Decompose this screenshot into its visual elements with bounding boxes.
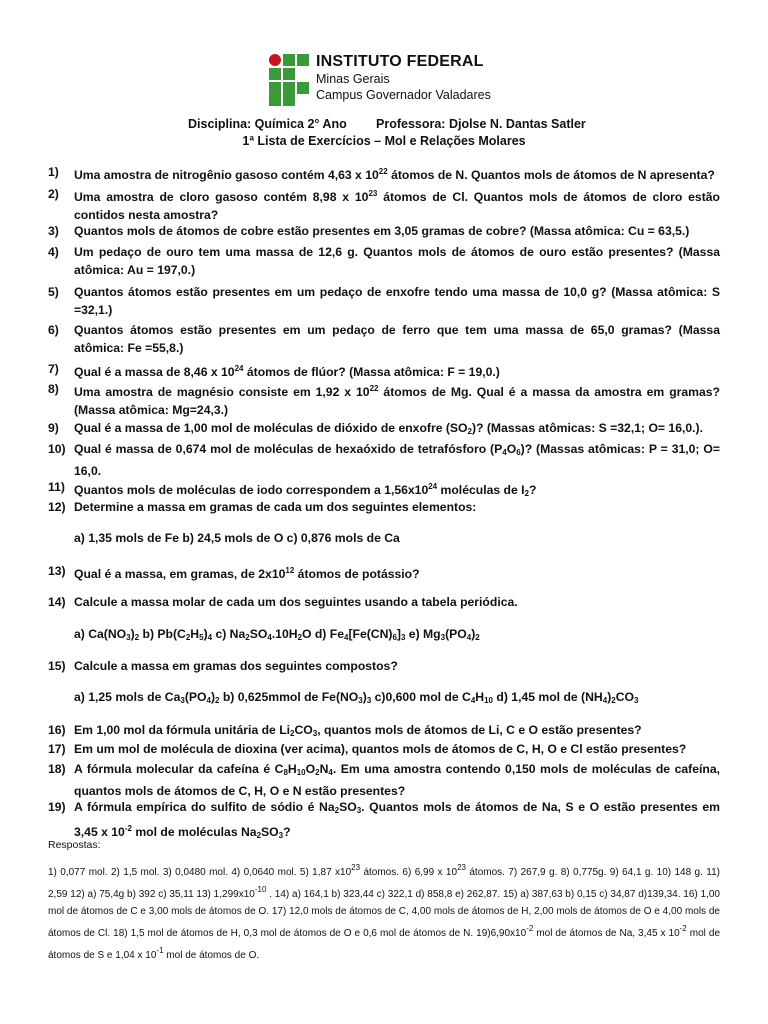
question-8: 8) Uma amostra de magnésio consiste em 1,92 x $10^{22}$ átomos de Mg. Qual é a massa da amostra em gramas? (Massa atômica: Mg=24,3.) (48, 382, 720, 417)
teacher: Professora: Djolse N. Dantas Satler (376, 117, 586, 131)
question-16: 16) Em 1,00 mol da fórmula unitária de $Li_2CO_3$, quantos mols de átomos de Li, C e O estão presentes? (48, 723, 642, 738)
institution-name: INSTITUTO FEDERAL (316, 53, 484, 70)
institution-campus: Campus Governador Valadares (316, 87, 491, 102)
question-12: 12) Determine a massa em gramas de cada um dos seguintes elementos: (48, 500, 477, 514)
institution-header (269, 54, 529, 106)
question-13: 13) Qual é a massa, em gramas, de $2x10^{12}$ átomos de potássio? (48, 564, 420, 581)
question-4: 4) Um pedaço de ouro tem uma massa de 12,6 g. Quantos mols de átomos de ouro estão presentes? (Massa atômica: Au = 197,0.) (48, 245, 720, 277)
question-15: 15) Calcule a massa em gramas dos seguintes compostos? (48, 659, 398, 673)
discipline: Disciplina: Química 2° Ano (188, 117, 347, 131)
question-2: 2) Uma amostra de cloro gasoso contém 8,98 x $10^{23}$ átomos de Cl. Quantos mols de átomos de cloro estão contidos nesta amostra? (48, 187, 720, 222)
question-10: 10) Qual é massa de 0,674 mol de moléculas de hexaóxido de tetrafósforo $(P_4O_6)$? (Massas atômicas: P = 31,0; O= 16,0. (48, 442, 720, 478)
question-14: 14) Calcule a massa molar de cada um dos seguintes usando a tabela periódica. (48, 595, 518, 609)
question-19: 19) A fórmula empírica do sulfito de sódio é $Na_2SO_3$. Quantos mols de átomos de Na, S e O estão presentes em 3,45 x $10^{-2}$ mol de moléculas $Na_2SO_3$? (48, 800, 720, 840)
question-6: 6) Quantos átomos estão presentes em um pedaço de ferro que tem uma massa de 65,0 gramas? (Massa atômica: Fe =55,8.) (48, 323, 720, 355)
question-5: 5) Quantos átomos estão presentes em um pedaço de enxofre tendo uma massa de 10,0 g? (Massa atômica: S =32,1.) (48, 285, 720, 317)
question-1: 1) Uma amostra de nitrogênio gasoso contém 4,63 x $10^{22}$ átomos de N. Quantos mols de átomos de N apresenta? (48, 165, 715, 182)
question-12-options: a) 1,35 mols de Fe b) 24,5 mols de O c) 0,876 mols de Ca (74, 531, 400, 545)
question-14-options: a) $Ca(NO_3)_2$ b) $Pb(C_2H_5)_4$ c) $Na_2SO_4.10H_2O$ d) $Fe_4[Fe(CN)_6]_3$ e) $Mg_3(PO_4)_2$ (74, 627, 480, 642)
list-title: 1ª Lista de Exercícios – Mol e Relações Molares (242, 134, 526, 148)
question-9: 9) Qual é a massa de 1,00 mol de moléculas de dióxido de enxofre $(SO_2)$? (Massas atômicas: S =32,1; O= 16,0.). (48, 421, 703, 436)
question-15-options: a) 1,25 mols de $Ca_3(PO_4)_2$ b) 0,625mmol de $Fe(NO_3)_3$ c)0,600 mol de $C_4H_{10}$ d) 1,45 mol de $(NH_4)_2CO_3$ (74, 690, 639, 705)
question-3: 3) Quantos mols de átomos de cobre estão presentes em 3,05 gramas de cobre? (Massa atômica: Cu = 63,5.) (48, 224, 690, 238)
question-17: 17) Em um mol de molécula de dioxina (ver acima), quantos mols de átomos de C, H, O e Cl estão presentes? (48, 742, 687, 756)
institution-state: Minas Gerais (316, 72, 390, 86)
question-18: 18) A fórmula molecular da cafeína é $C_8H_{10}O_2N_4$. Em uma amostra contendo 0,150 mols de moléculas de cafeína, quantos mols de átomos de C, H, O e N estão presentes? (48, 762, 720, 798)
institution-logo-icon (269, 54, 311, 106)
question-11: 11) Quantos mols de moléculas de iodo correspondem a $1,56x10^{24}$ moléculas de $I_2$? (48, 480, 537, 498)
answers-text: 1) 0,077 mol. 2) 1,5 mol. 3) 0,0480 mol. 4) 0,0640 mol. 5) 1,87 $x10^{23}$ átomos. 6) 6,99 x $10^{23}$ átomos. 7) 267,9 g. 8) 0,775g. 9) 64,1 g. 10) 148 g. 11) 2,59 12) a) 75,4g b) 392 c) 35,11 13) $1,299x10^{-10}$ . 14) a) 164,1 b) 323,44 c) 322,1 d) 858,8 e) 262,87. 15) a) 387,63 b) 0,15 c) 34,87 d)139,34. 16) 1,00 mol de átomos de C e 3,00 mols de átomos de O. 17) 12,0 mols de átomos de C, 4,00 mols de átomos de H, 2,00 mols de átomos de O e 4,00 mols de átomos de Cl. 18) 1,5 mol de átomos de H, 0,3 mol de átomos de O e 0,6 mol de átomos de N. $19)6,90x10^{-2}$ mol de átomos de Na, 3,45 x $10^{-2}$ mol de átomos de S e 1,04 x $10^{-1}$ mol de átomos de O. (48, 863, 721, 961)
question-7: 7) Qual é a massa de 8,46 x $10^{24}$ átomos de flúor? (Massa atômica: F = 19,0.) (48, 362, 500, 379)
answers-title: Respostas: (48, 839, 101, 851)
